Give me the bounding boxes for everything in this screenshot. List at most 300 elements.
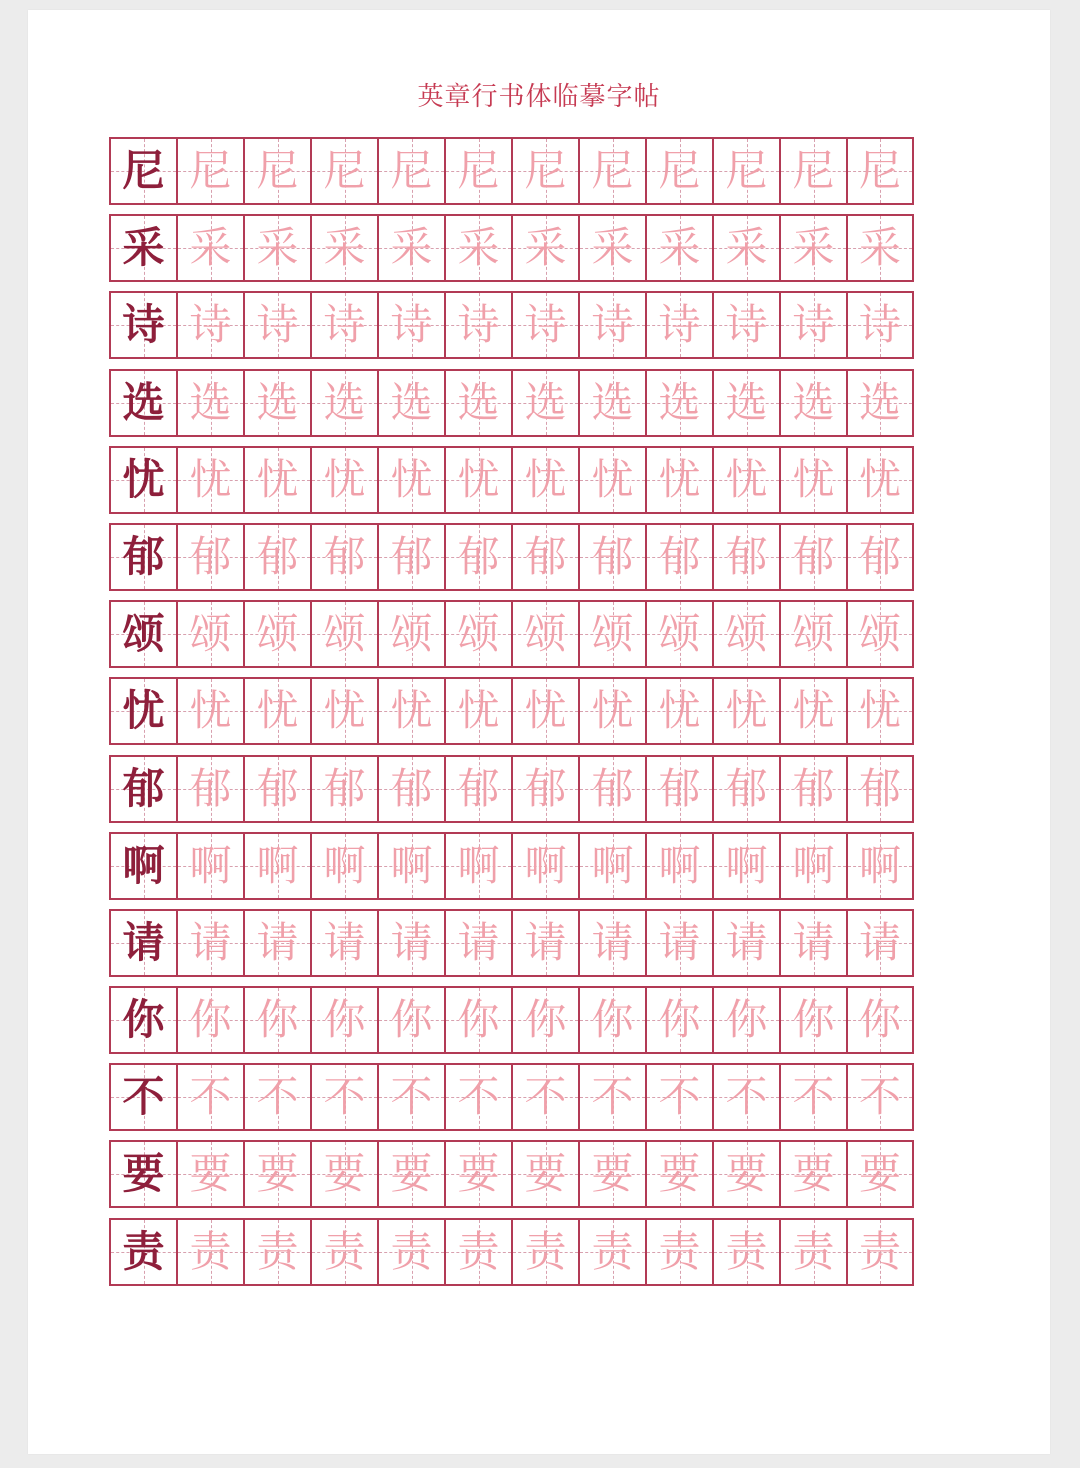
- trace-cell: [310, 1218, 377, 1286]
- trace-cell: [511, 137, 578, 205]
- trace-cell: [779, 600, 846, 668]
- trace-cell: [444, 446, 511, 514]
- trace-character: 你: [256, 995, 299, 1045]
- trace-cell: [578, 832, 645, 900]
- trace-character: 要: [189, 1149, 232, 1199]
- trace-character: 要: [524, 1149, 567, 1199]
- trace-character: 颂: [658, 609, 701, 659]
- model-character: 郁: [122, 763, 165, 813]
- trace-cell: [779, 1140, 846, 1208]
- trace-character: 忧: [457, 686, 500, 736]
- trace-cell: [511, 291, 578, 359]
- trace-character: 不: [323, 1072, 366, 1122]
- trace-character: 尼: [658, 146, 701, 195]
- trace-character: 要: [256, 1149, 299, 1199]
- trace-character: 颂: [591, 609, 634, 659]
- trace-character: 要: [658, 1149, 701, 1199]
- trace-cell: [712, 1218, 779, 1286]
- trace-cell: [310, 523, 377, 591]
- trace-character: 忧: [457, 454, 500, 504]
- trace-character: 要: [792, 1149, 835, 1199]
- trace-character: 尼: [725, 146, 768, 195]
- model-cell: [109, 677, 176, 745]
- trace-cell: [779, 369, 846, 437]
- trace-character: 选: [189, 377, 232, 427]
- trace-character: 请: [189, 917, 232, 967]
- trace-cell: [176, 523, 243, 591]
- trace-cell: [444, 369, 511, 437]
- trace-character: 郁: [189, 763, 232, 813]
- trace-cell: [645, 832, 712, 900]
- trace-character: 郁: [591, 531, 634, 581]
- trace-character: 要: [591, 1149, 634, 1199]
- trace-character: 你: [189, 995, 232, 1045]
- trace-cell: [444, 1063, 511, 1131]
- practice-row: [109, 909, 914, 977]
- trace-character: 颂: [858, 609, 901, 659]
- trace-character: 选: [858, 377, 901, 427]
- trace-character: 选: [390, 377, 433, 427]
- trace-character: 请: [524, 917, 567, 967]
- model-character: 你: [122, 995, 165, 1045]
- trace-character: 郁: [725, 531, 768, 581]
- trace-character: 不: [256, 1072, 299, 1122]
- trace-cell: [511, 1140, 578, 1208]
- trace-character: 忧: [725, 454, 768, 504]
- trace-character: 要: [858, 1149, 901, 1199]
- trace-cell: [511, 600, 578, 668]
- trace-character: 诗: [524, 300, 567, 350]
- trace-character: 责: [323, 1226, 366, 1276]
- trace-cell: [377, 446, 444, 514]
- trace-cell: [712, 755, 779, 823]
- trace-character: 责: [524, 1226, 567, 1276]
- trace-cell: [243, 214, 310, 282]
- trace-character: 要: [457, 1149, 500, 1199]
- practice-sheet: [28, 10, 1050, 1454]
- trace-character: 颂: [323, 609, 366, 659]
- model-cell: [109, 291, 176, 359]
- trace-cell: [377, 677, 444, 745]
- trace-cell: [779, 677, 846, 745]
- trace-character: 你: [725, 995, 768, 1045]
- trace-cell: [712, 291, 779, 359]
- trace-cell: [176, 446, 243, 514]
- trace-character: 啊: [524, 840, 567, 890]
- trace-character: 诗: [256, 300, 299, 350]
- trace-cell: [243, 986, 310, 1054]
- trace-cell: [511, 1063, 578, 1131]
- trace-character: 选: [323, 377, 366, 427]
- trace-character: 诗: [725, 300, 768, 350]
- trace-character: 忧: [858, 686, 901, 736]
- trace-character: 忧: [591, 686, 634, 736]
- trace-character: 请: [256, 917, 299, 967]
- trace-cell: [712, 1140, 779, 1208]
- trace-cell: [645, 909, 712, 977]
- model-character: 啊: [122, 840, 165, 890]
- model-cell: [109, 446, 176, 514]
- trace-cell: [377, 214, 444, 282]
- trace-character: 要: [390, 1149, 433, 1199]
- trace-character: 不: [858, 1072, 901, 1122]
- trace-cell: [578, 446, 645, 514]
- trace-character: 责: [390, 1226, 433, 1276]
- trace-character: 忧: [524, 686, 567, 736]
- trace-character: 啊: [658, 840, 701, 890]
- trace-cell: [846, 1063, 914, 1131]
- trace-character: 选: [524, 377, 567, 427]
- trace-cell: [243, 909, 310, 977]
- trace-character: 忧: [323, 454, 366, 504]
- trace-cell: [645, 446, 712, 514]
- trace-character: 诗: [457, 300, 500, 350]
- trace-cell: [444, 291, 511, 359]
- trace-cell: [377, 523, 444, 591]
- trace-cell: [846, 677, 914, 745]
- trace-cell: [377, 369, 444, 437]
- trace-character: 采: [725, 223, 768, 273]
- trace-character: 郁: [256, 763, 299, 813]
- trace-cell: [377, 755, 444, 823]
- trace-cell: [444, 986, 511, 1054]
- trace-cell: [176, 137, 243, 205]
- trace-character: 啊: [323, 840, 366, 890]
- trace-character: 啊: [189, 840, 232, 890]
- trace-cell: [243, 137, 310, 205]
- trace-cell: [712, 600, 779, 668]
- practice-row: [109, 755, 914, 823]
- trace-cell: [578, 600, 645, 668]
- trace-character: 请: [457, 917, 500, 967]
- trace-character: 不: [189, 1072, 232, 1122]
- trace-cell: [444, 755, 511, 823]
- trace-cell: [176, 832, 243, 900]
- trace-cell: [377, 1140, 444, 1208]
- model-character: 责: [122, 1226, 165, 1276]
- trace-character: 你: [591, 995, 634, 1045]
- trace-cell: [377, 986, 444, 1054]
- trace-cell: [645, 755, 712, 823]
- trace-character: 诗: [189, 300, 232, 350]
- trace-cell: [176, 909, 243, 977]
- trace-cell: [444, 909, 511, 977]
- trace-character: 采: [189, 223, 232, 273]
- trace-character: 啊: [792, 840, 835, 890]
- model-cell: [109, 137, 176, 205]
- trace-cell: [243, 1140, 310, 1208]
- trace-cell: [377, 1063, 444, 1131]
- trace-cell: [846, 909, 914, 977]
- model-character: 要: [122, 1149, 165, 1199]
- trace-character: 请: [792, 917, 835, 967]
- trace-character: 采: [792, 223, 835, 273]
- trace-cell: [377, 909, 444, 977]
- trace-cell: [779, 523, 846, 591]
- trace-cell: [243, 600, 310, 668]
- trace-cell: [846, 446, 914, 514]
- trace-character: 忧: [323, 686, 366, 736]
- trace-cell: [310, 755, 377, 823]
- trace-character: 郁: [323, 531, 366, 581]
- trace-cell: [511, 446, 578, 514]
- model-character: 诗: [122, 300, 165, 350]
- trace-cell: [578, 909, 645, 977]
- trace-character: 忧: [858, 454, 901, 504]
- practice-row: [109, 677, 914, 745]
- model-cell: [109, 600, 176, 668]
- trace-character: 忧: [256, 454, 299, 504]
- trace-character: 选: [457, 377, 500, 427]
- trace-character: 要: [323, 1149, 366, 1199]
- trace-cell: [712, 909, 779, 977]
- trace-cell: [511, 755, 578, 823]
- trace-cell: [779, 1218, 846, 1286]
- trace-cell: [846, 369, 914, 437]
- trace-cell: [243, 755, 310, 823]
- trace-character: 诗: [858, 300, 901, 350]
- trace-cell: [846, 986, 914, 1054]
- trace-character: 你: [658, 995, 701, 1045]
- trace-character: 忧: [390, 686, 433, 736]
- trace-character: 请: [390, 917, 433, 967]
- trace-character: 采: [591, 223, 634, 273]
- model-character: 尼: [122, 146, 165, 195]
- trace-character: 郁: [390, 531, 433, 581]
- trace-character: 责: [658, 1226, 701, 1276]
- trace-cell: [310, 446, 377, 514]
- trace-cell: [645, 986, 712, 1054]
- trace-character: 尼: [390, 146, 433, 195]
- trace-cell: [712, 523, 779, 591]
- trace-cell: [243, 523, 310, 591]
- trace-character: 请: [591, 917, 634, 967]
- practice-row: [109, 291, 914, 359]
- trace-cell: [846, 1218, 914, 1286]
- trace-character: 诗: [591, 300, 634, 350]
- trace-cell: [176, 986, 243, 1054]
- trace-cell: [779, 137, 846, 205]
- trace-character: 颂: [457, 609, 500, 659]
- trace-cell: [377, 137, 444, 205]
- trace-cell: [645, 523, 712, 591]
- trace-cell: [243, 446, 310, 514]
- trace-cell: [645, 1063, 712, 1131]
- trace-character: 颂: [524, 609, 567, 659]
- model-character: 颂: [122, 609, 165, 659]
- trace-character: 采: [323, 223, 366, 273]
- trace-character: 选: [256, 377, 299, 427]
- trace-character: 忧: [524, 454, 567, 504]
- trace-cell: [310, 214, 377, 282]
- trace-cell: [444, 1140, 511, 1208]
- trace-cell: [511, 986, 578, 1054]
- trace-character: 你: [457, 995, 500, 1045]
- trace-character: 责: [792, 1226, 835, 1276]
- trace-cell: [444, 214, 511, 282]
- trace-cell: [176, 1063, 243, 1131]
- trace-cell: [712, 986, 779, 1054]
- trace-character: 忧: [658, 686, 701, 736]
- model-cell: [109, 986, 176, 1054]
- trace-cell: [779, 1063, 846, 1131]
- model-character: 郁: [122, 531, 165, 581]
- trace-cell: [645, 137, 712, 205]
- trace-character: 忧: [792, 454, 835, 504]
- trace-character: 郁: [524, 531, 567, 581]
- trace-cell: [578, 1218, 645, 1286]
- trace-cell: [444, 832, 511, 900]
- trace-cell: [578, 369, 645, 437]
- model-character: 忧: [122, 686, 165, 736]
- trace-cell: [176, 1140, 243, 1208]
- practice-row: [109, 1063, 914, 1131]
- trace-cell: [511, 832, 578, 900]
- trace-cell: [176, 677, 243, 745]
- trace-character: 不: [591, 1072, 634, 1122]
- trace-cell: [712, 832, 779, 900]
- trace-character: 采: [457, 223, 500, 273]
- trace-cell: [444, 523, 511, 591]
- trace-cell: [712, 1063, 779, 1131]
- trace-character: 请: [725, 917, 768, 967]
- trace-cell: [511, 909, 578, 977]
- trace-character: 请: [858, 917, 901, 967]
- trace-cell: [712, 677, 779, 745]
- trace-cell: [176, 214, 243, 282]
- trace-character: 你: [524, 995, 567, 1045]
- trace-cell: [243, 369, 310, 437]
- model-cell: [109, 832, 176, 900]
- trace-cell: [310, 677, 377, 745]
- trace-cell: [645, 291, 712, 359]
- trace-character: 不: [658, 1072, 701, 1122]
- trace-cell: [444, 1218, 511, 1286]
- trace-character: 尼: [457, 146, 500, 195]
- trace-cell: [645, 1218, 712, 1286]
- model-character: 不: [122, 1072, 165, 1122]
- trace-cell: [176, 291, 243, 359]
- practice-grid: [109, 137, 914, 1295]
- trace-cell: [779, 446, 846, 514]
- model-character: 请: [122, 917, 165, 967]
- trace-cell: [779, 291, 846, 359]
- trace-character: 请: [658, 917, 701, 967]
- trace-character: 选: [725, 377, 768, 427]
- trace-cell: [846, 832, 914, 900]
- trace-cell: [310, 909, 377, 977]
- trace-character: 你: [858, 995, 901, 1045]
- practice-row: [109, 523, 914, 591]
- trace-character: 郁: [457, 763, 500, 813]
- trace-character: 责: [457, 1226, 500, 1276]
- trace-cell: [243, 291, 310, 359]
- trace-character: 不: [390, 1072, 433, 1122]
- trace-character: 忧: [189, 686, 232, 736]
- trace-character: 啊: [390, 840, 433, 890]
- trace-character: 郁: [390, 763, 433, 813]
- trace-cell: [444, 137, 511, 205]
- trace-cell: [176, 369, 243, 437]
- trace-character: 责: [189, 1226, 232, 1276]
- trace-cell: [511, 369, 578, 437]
- trace-character: 啊: [725, 840, 768, 890]
- trace-cell: [779, 909, 846, 977]
- trace-cell: [310, 291, 377, 359]
- model-cell: [109, 369, 176, 437]
- trace-character: 不: [524, 1072, 567, 1122]
- trace-cell: [310, 600, 377, 668]
- trace-character: 郁: [658, 531, 701, 581]
- model-cell: [109, 909, 176, 977]
- trace-character: 郁: [792, 531, 835, 581]
- trace-character: 忧: [792, 686, 835, 736]
- trace-cell: [377, 1218, 444, 1286]
- trace-character: 采: [858, 223, 901, 273]
- practice-row: [109, 1140, 914, 1208]
- practice-row: [109, 446, 914, 514]
- trace-character: 啊: [858, 840, 901, 890]
- trace-character: 郁: [658, 763, 701, 813]
- trace-cell: [377, 600, 444, 668]
- trace-character: 尼: [256, 146, 299, 195]
- trace-cell: [578, 523, 645, 591]
- trace-cell: [846, 137, 914, 205]
- trace-cell: [779, 832, 846, 900]
- page-title: 英章行书体临摹字帖: [417, 82, 661, 112]
- trace-character: 忧: [591, 454, 634, 504]
- trace-cell: [310, 369, 377, 437]
- trace-character: 采: [524, 223, 567, 273]
- trace-cell: [779, 755, 846, 823]
- practice-row: [109, 986, 914, 1054]
- practice-row: [109, 600, 914, 668]
- trace-character: 诗: [390, 300, 433, 350]
- trace-cell: [712, 137, 779, 205]
- trace-character: 颂: [792, 609, 835, 659]
- model-cell: [109, 755, 176, 823]
- trace-cell: [846, 755, 914, 823]
- trace-cell: [511, 677, 578, 745]
- trace-cell: [310, 1140, 377, 1208]
- trace-character: 尼: [591, 146, 634, 195]
- trace-cell: [310, 986, 377, 1054]
- trace-cell: [712, 369, 779, 437]
- trace-character: 尼: [524, 146, 567, 195]
- trace-cell: [377, 291, 444, 359]
- trace-cell: [243, 677, 310, 745]
- trace-character: 责: [256, 1226, 299, 1276]
- trace-character: 郁: [457, 531, 500, 581]
- trace-character: 郁: [524, 763, 567, 813]
- trace-character: 啊: [457, 840, 500, 890]
- trace-character: 颂: [256, 609, 299, 659]
- trace-cell: [578, 214, 645, 282]
- trace-character: 颂: [390, 609, 433, 659]
- trace-cell: [243, 1218, 310, 1286]
- trace-cell: [511, 1218, 578, 1286]
- trace-cell: [310, 832, 377, 900]
- model-cell: [109, 1140, 176, 1208]
- trace-character: 请: [323, 917, 366, 967]
- trace-cell: [645, 600, 712, 668]
- trace-character: 不: [457, 1072, 500, 1122]
- trace-cell: [846, 214, 914, 282]
- model-character: 忧: [122, 454, 165, 504]
- trace-cell: [712, 446, 779, 514]
- trace-cell: [578, 986, 645, 1054]
- trace-cell: [578, 1140, 645, 1208]
